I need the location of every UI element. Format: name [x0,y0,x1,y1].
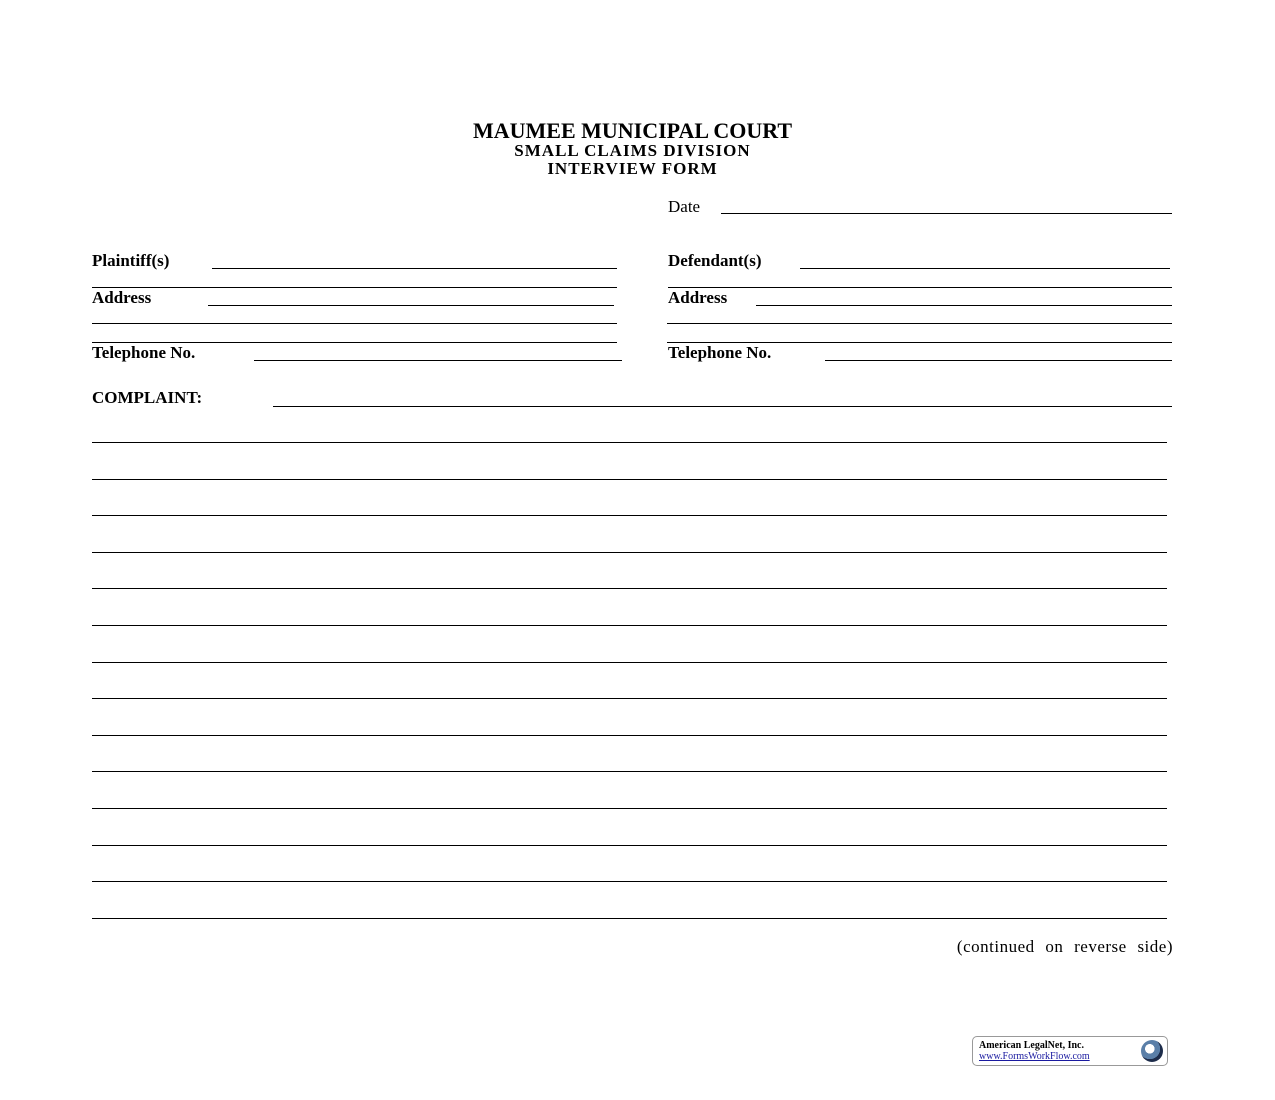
date-label: Date [668,197,701,216]
plaintiff-address-line-2[interactable] [92,323,617,324]
plaintiff-telephone-label: Telephone No. [92,343,196,362]
plaintiff-address-label: Address [92,288,152,307]
plaintiff-field[interactable] [212,268,617,269]
court-title: MAUMEE MUNICIPAL COURT [472,118,793,143]
defendant-address-label: Address [668,288,728,307]
complaint-line[interactable] [92,735,1167,736]
defendant-address-line-2[interactable] [667,323,1172,324]
defendant-label: Defendant(s) [668,251,762,270]
complaint-line[interactable] [92,881,1167,882]
plaintiff-field-line-2[interactable] [92,287,617,288]
defendant-telephone-field[interactable] [825,360,1172,361]
date-field[interactable] [721,213,1172,214]
logo-url-link[interactable]: www.FormsWorkFlow.com [979,1051,1090,1062]
plaintiff-address-field[interactable] [208,305,614,306]
defendant-field[interactable] [800,268,1170,269]
american-legalnet-logo[interactable] [972,1036,1168,1066]
complaint-label: COMPLAINT: [92,388,203,407]
complaint-line[interactable] [92,442,1167,443]
complaint-field[interactable] [273,406,1172,407]
complaint-line[interactable] [92,515,1167,516]
globe-icon [1141,1040,1163,1062]
form-title: INTERVIEW FORM [547,159,718,178]
plaintiff-telephone-field[interactable] [254,360,622,361]
plaintiff-label: Plaintiff(s) [92,251,170,270]
complaint-line[interactable] [92,808,1167,809]
complaint-line[interactable] [92,662,1167,663]
complaint-line[interactable] [92,588,1167,589]
complaint-line[interactable] [92,918,1167,919]
defendant-telephone-label: Telephone No. [668,343,772,362]
division-title: SMALL CLAIMS DIVISION [514,141,751,160]
continued-note: (continued on reverse side) [956,937,1173,956]
complaint-line[interactable] [92,479,1167,480]
complaint-line[interactable] [92,771,1167,772]
defendant-field-line-2[interactable] [668,287,1172,288]
complaint-line[interactable] [92,552,1167,553]
complaint-line[interactable] [92,625,1167,626]
defendant-address-field[interactable] [756,305,1172,306]
complaint-line[interactable] [92,698,1167,699]
logo-name: American LegalNet, Inc. [979,1040,1084,1051]
complaint-line[interactable] [92,845,1167,846]
